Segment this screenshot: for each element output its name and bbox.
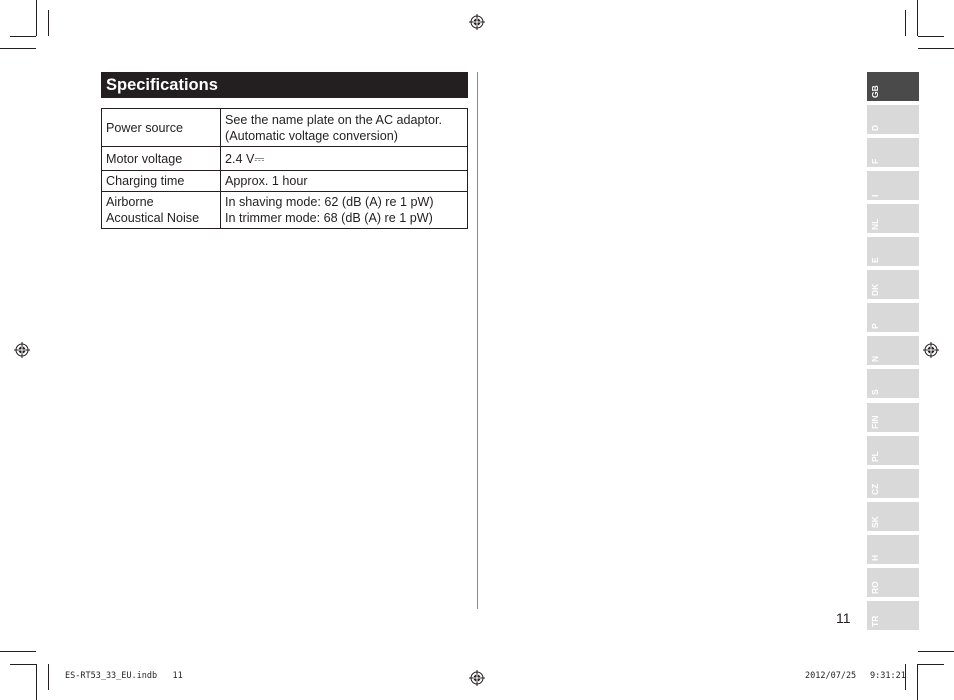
language-tab-label: TR: [870, 615, 880, 627]
language-tab-ro[interactable]: [867, 568, 919, 597]
table-row: [102, 192, 468, 229]
language-tab-label: NL: [870, 218, 880, 230]
language-tab-e[interactable]: [867, 237, 919, 266]
spec-label-line: Airborne: [106, 195, 154, 209]
spec-label: Motor voltage: [102, 147, 221, 171]
crop-mark: [905, 10, 906, 36]
table-row: [102, 147, 468, 171]
language-tab-pl[interactable]: [867, 436, 919, 465]
table-row: [102, 109, 468, 147]
column-divider: [477, 72, 478, 609]
language-tab-label: CZ: [870, 483, 880, 495]
spec-label: Charging time: [102, 171, 221, 192]
footer-file: ES-RT53_33_EU.indb 11: [65, 671, 183, 681]
registration-mark-icon: [923, 342, 939, 358]
spec-value: [221, 192, 468, 229]
language-tab-sk[interactable]: [867, 502, 919, 531]
crop-mark: [0, 651, 36, 652]
crop-mark: [48, 664, 49, 690]
language-tab-h[interactable]: [867, 535, 919, 564]
footer-date: 2012/07/25: [805, 671, 857, 681]
crop-mark: [0, 48, 36, 49]
spec-value-line: 2.4 V: [225, 151, 255, 166]
language-tab-nl[interactable]: [867, 204, 919, 233]
crop-mark: [36, 0, 37, 36]
language-tab-label: I: [870, 194, 880, 197]
language-tab-label: PL: [870, 451, 880, 462]
language-tab-fin[interactable]: [867, 403, 919, 432]
language-tab-label: GB: [870, 85, 880, 98]
spec-value: [221, 147, 468, 171]
table-row: [102, 171, 468, 192]
registration-mark-icon: [469, 14, 485, 30]
spec-value: [221, 109, 468, 147]
language-tab-label: RO: [870, 581, 880, 594]
language-tab-label: H: [870, 554, 880, 561]
language-tab-label: F: [870, 158, 880, 164]
specifications-table: [101, 108, 468, 229]
language-tab-label: DK: [870, 283, 880, 296]
language-tab-i[interactable]: [867, 171, 919, 200]
language-tab-label: N: [870, 355, 880, 362]
registration-mark-icon: [469, 670, 485, 686]
spec-label: [102, 192, 221, 229]
language-tab-d[interactable]: [867, 105, 919, 134]
crop-mark: [10, 36, 36, 37]
language-tab-label: D: [870, 124, 880, 131]
language-tab-tr[interactable]: [867, 601, 919, 630]
crop-mark: [917, 0, 918, 36]
language-tab-label: FIN: [870, 415, 880, 429]
spec-value-line: In shaving mode: 62 (dB (A) re 1 pW): [225, 195, 434, 209]
language-tab-p[interactable]: [867, 303, 919, 332]
spec-value: Approx. 1 hour: [221, 171, 468, 192]
spec-value-line: See the name plate on the AC adaptor.: [225, 112, 443, 127]
language-tab-cz[interactable]: [867, 469, 919, 498]
crop-mark: [918, 664, 944, 665]
language-tab-n[interactable]: [867, 336, 919, 365]
language-tab-gb[interactable]: [867, 72, 919, 101]
registration-mark-icon: [14, 342, 30, 358]
crop-mark: [918, 48, 954, 49]
spec-label-line: Acoustical Noise: [106, 211, 200, 225]
language-tab-label: P: [870, 323, 880, 329]
crop-mark: [48, 10, 49, 36]
language-tab-s[interactable]: [867, 369, 919, 398]
language-tab-label: SK: [870, 516, 880, 528]
crop-mark: [917, 664, 918, 700]
crop-mark: [918, 36, 944, 37]
language-tab-dk[interactable]: [867, 270, 919, 299]
crop-mark: [918, 651, 954, 652]
spec-label: Power source: [102, 109, 221, 147]
crop-mark: [36, 664, 37, 700]
spec-value-line: (Automatic voltage conversion): [225, 128, 398, 143]
language-tab-f[interactable]: [867, 138, 919, 167]
language-tab-label: E: [870, 257, 880, 263]
section-heading: Specifications: [101, 72, 468, 98]
page-number: 11: [836, 610, 851, 626]
language-tab-label: S: [870, 389, 880, 395]
crop-mark: [10, 664, 36, 665]
dc-symbol-icon: ⎓: [254, 151, 265, 166]
footer-time: 9:31:21: [870, 671, 906, 681]
spec-value-line: In trimmer mode: 68 (dB (A) re 1 pW): [225, 211, 433, 225]
